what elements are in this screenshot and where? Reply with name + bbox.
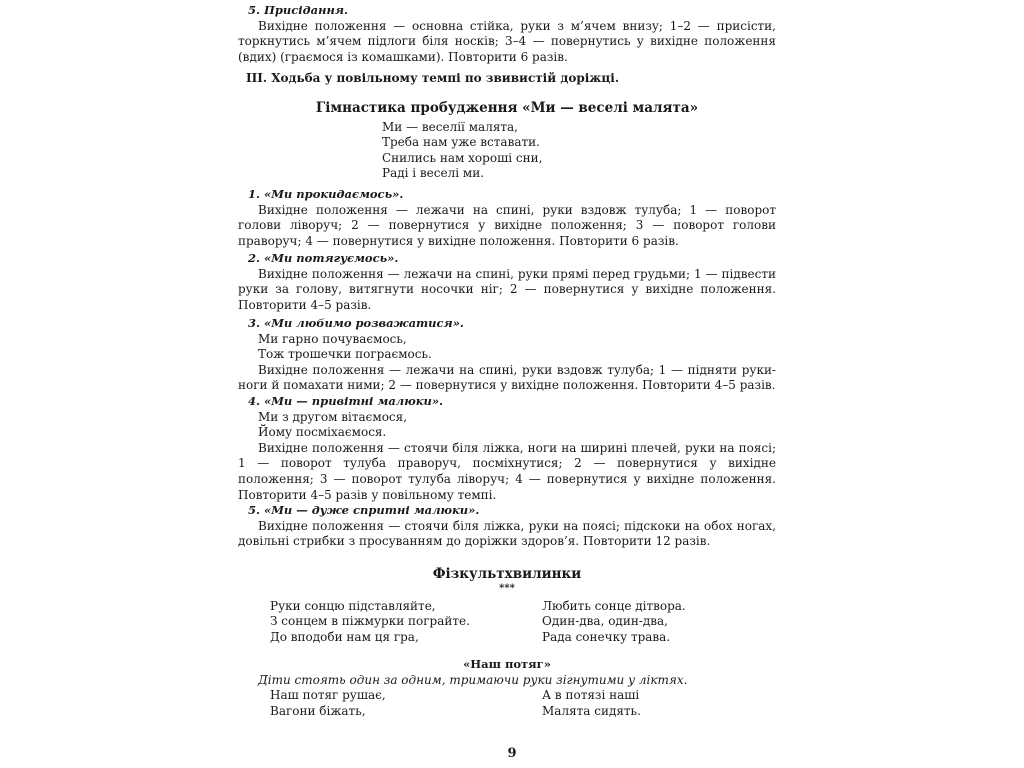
fizk-title: Фізкультхвилинки [432,566,582,582]
exercise-title: 2. «Ми потягуємось». [248,251,399,265]
stars-divider: *** [499,582,515,594]
gym-exercise-1 [238,187,776,249]
poem-line: Руки сонцю підставляйте, [270,598,436,613]
exercise-title: 5. Присідання. [248,3,349,17]
exercise-title: 4. «Ми — привітні малюки». [248,394,444,408]
exercise-verse: Ми з другом вітаємося, [258,409,408,424]
poem-line: Рада сонечку трава. [542,629,671,644]
exercise-verse: Ми гарно почуваємось, [258,331,407,346]
exercise-title: 3. «Ми любимо розважатися». [248,316,464,330]
poem-line: Наш потяг рушає, [270,688,386,703]
gym-poem [238,120,776,182]
exercise-title: 5. «Ми — дуже спритні малюки». [248,503,480,517]
poem-line: Раді і веселі ми. [382,166,485,181]
poem-left-column [238,688,510,719]
exercise-title: 1. «Ми прокидаємось». [248,187,404,201]
gym-title: Гімнастика пробудження «Ми — веселі малята» [315,100,699,116]
train-poem [238,688,776,719]
train-title: «Наш потяг» [463,657,551,671]
gym-exercise-2 [238,251,776,313]
page-number: 9 [507,746,517,761]
poem-line: Вагони біжать, [270,703,366,718]
top-section [238,3,776,87]
fizk-poem [238,599,776,646]
poem-right-column [510,599,686,646]
exercise-text: Вихідне положення — лежачи на спині, руки вздовж тулуба; 1 — підняти руки-ноги й помахати ними; 2 — повернутися у вихідне положення. Повторити 4–5 разів. [238,362,776,393]
exercise-text: Вихідне положення — лежачи на спині, руки вздовж тулуба; 1 — поворот голови ліворуч; 2 — повернутися у вихідне положення; 3 — поворот голови праворуч; 4 — повернутися у вихідне положення. Повторити 6 разів. [238,202,776,248]
exercise-text: Вихідне положення — стоячи біля ліжка, руки на поясі; підскоки на обох ногах, довільні стрибки з просуванням до доріжки здоров’я. Повторити 12 разів. [238,518,776,549]
gym-exercise-5 [238,503,776,550]
fizk-section [238,567,776,645]
exercise-text: Вихідне положення — стоячи біля ліжка, ноги на ширині плечей, руки на поясі; 1 — поворот тулуба праворуч, посміхнутися; 2 — повернутися у вихідне положення; 3 — поворот тулуба ліворуч; 4 — повернутися у вихідне положення. Повторити 4–5 разів у повільному темпі. [238,440,776,502]
poem-line: Один-два, один-два, [542,614,668,629]
poem-line: Треба нам уже вставати. [382,135,540,150]
poem-line: Снились нам хороші сни, [382,150,543,165]
poem-line: З сонцем в піжмурки пограйте. [270,614,470,629]
poem-left-column [238,599,510,646]
poem-line: Малята сидять. [542,703,641,718]
poem-right-column [510,688,641,719]
poem-line: А в потязі наші [542,688,640,703]
train-instruction: Діти стоять один за одним, тримаючи руки зігнутими у ліктях. [258,672,688,687]
poem-line: Ми — веселії малята, [382,119,518,134]
poem-line: До вподоби нам ця гра, [270,629,419,644]
section-heading: ІІІ. Ходьба у повільному темпі по звивистій доріжці. [246,71,619,86]
gym-section [238,101,776,182]
gym-exercise-3 [238,316,776,394]
exercise-text: Вихідне положення — основна стійка, руки з м’ячем внизу; 1–2 — присісти, торкнутись м’ячем підлоги біля носків; 3–4 — повернутись у вихідне положення (вдих) (граємося із комашками). Повторити 6 разів. [238,18,776,64]
exercise-verse: Тож трошечки пограємось. [258,347,432,362]
poem-line: Любить сонце дітвора. [542,598,686,613]
gym-exercise-4 [238,394,776,503]
exercise-verse: Йому посміхаємося. [258,425,387,440]
exercise-text: Вихідне положення — лежачи на спині, руки прямі перед грудьми; 1 — підвести руки за голову, витягнути носочки ніг; 2 — повернутися у вихідне положення. Повторити 4–5 разів. [238,266,776,312]
train-section [238,657,776,719]
